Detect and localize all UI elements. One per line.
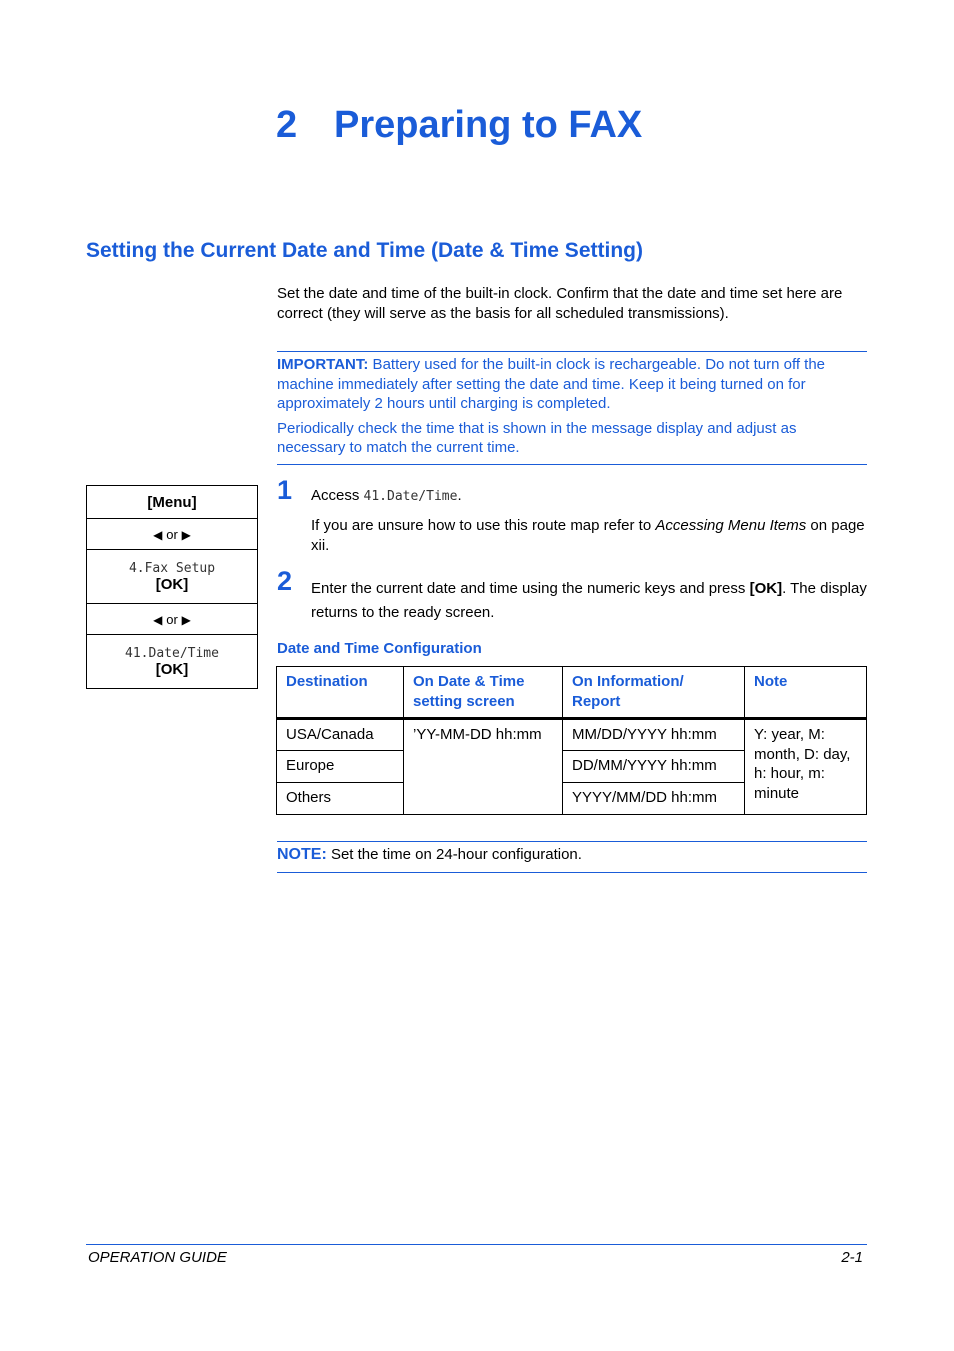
header-destination: Destination <box>277 667 404 719</box>
step-2-number: 2 <box>277 566 293 596</box>
table-row <box>277 719 867 751</box>
important-paragraph <box>277 355 867 414</box>
header-info-report: On Information/ Report <box>563 667 745 719</box>
route-menu-key <box>87 486 257 518</box>
or-label: or <box>166 612 178 627</box>
cell-destination: Others <box>277 783 404 815</box>
intro-paragraph: Set the date and time of the built-in clock. Confirm that the date and time set here are correct (they will serve as the basis for all scheduled transmissions). <box>277 285 843 322</box>
ok-key-label: [OK] <box>155 660 189 678</box>
ok-key-label: [OK] <box>155 575 189 593</box>
table-header-row <box>277 667 867 719</box>
important-bottom-rule <box>277 464 867 465</box>
footer-page-number: 2-1 <box>841 1249 863 1266</box>
footer-rule <box>86 1244 867 1245</box>
cell-destination: Europe <box>277 751 404 783</box>
important-box <box>277 355 867 458</box>
step-1-text-after: . <box>457 487 462 504</box>
table-title: Date and Time Configuration <box>277 640 482 657</box>
step-1-subtext <box>311 516 867 555</box>
step-1-text <box>311 486 867 507</box>
left-arrow-icon: ◀ <box>153 613 163 627</box>
note-top-rule <box>277 841 867 842</box>
route-item-label: 41.Date/Time <box>125 645 219 661</box>
footer-guide-title: OPERATION GUIDE <box>88 1249 227 1266</box>
menu-key-label: [Menu] <box>147 493 197 511</box>
step-2-text <box>311 577 867 625</box>
step-1-text-before: Access <box>311 487 364 504</box>
cell-destination: USA/Canada <box>277 719 404 751</box>
chapter-title: Preparing to FAX <box>334 104 643 146</box>
route-item-fax-setup <box>87 549 257 603</box>
cell-note: Y: year, M: month, D: day, h: hour, m: minute <box>745 719 867 815</box>
note-text: Set the time on 24-hour configuration. <box>326 846 582 863</box>
note-bottom-rule <box>277 872 867 873</box>
step-1-link-text: Accessing Menu Items <box>655 517 807 534</box>
right-arrow-icon: ▶ <box>181 613 191 627</box>
or-label: or <box>166 527 178 542</box>
step-2-text-before: Enter the current date and time using the numeric keys and press <box>311 580 750 597</box>
left-arrow-icon: ◀ <box>153 528 163 542</box>
date-time-config-table <box>276 666 867 815</box>
step-2-ok-key: [OK] <box>749 580 783 597</box>
header-setting-screen: On Date & Time setting screen <box>404 667 563 719</box>
chapter-heading <box>276 104 642 147</box>
cell-report: DD/MM/YYYY hh:mm <box>563 751 745 783</box>
step-1-sub-before: If you are unsure how to use this route map refer to <box>311 517 656 534</box>
important-top-rule <box>277 351 867 352</box>
section-heading: Setting the Current Date and Time (Date & Time Setting) <box>86 239 643 262</box>
route-item-date-time <box>87 634 257 688</box>
header-note: Note <box>745 667 867 719</box>
route-nav-1 <box>87 518 257 549</box>
important-paragraph-2: Periodically check the time that is shown in the message display and adjust as necessary to match the current time. <box>277 419 797 456</box>
step-2-text-after: . The display returns to the ready screen. <box>311 580 867 621</box>
cell-report: YYYY/MM/DD hh:mm <box>563 783 745 815</box>
route-nav-2 <box>87 603 257 634</box>
important-text: Battery used for the built-in clock is rechargeable. Do not turn off the machine immediately after setting the date and time. Keep it being turned on for approximately 2 hours until charging is completed. <box>277 356 826 412</box>
important-label: IMPORTANT: <box>277 356 369 373</box>
chapter-number: 2 <box>276 104 298 146</box>
cell-setting-screen: ’YY-MM-DD hh:mm <box>404 719 563 815</box>
note-label: NOTE: <box>277 846 327 863</box>
cell-report: MM/DD/YYYY hh:mm <box>563 719 745 751</box>
right-arrow-icon: ▶ <box>181 528 191 542</box>
route-map <box>86 485 258 689</box>
note-box <box>277 846 582 864</box>
step-1-code: 41.Date/Time <box>363 489 458 504</box>
step-1-number: 1 <box>277 475 293 505</box>
route-item-label: 4.Fax Setup <box>128 560 216 576</box>
step-1-sub-after: on page xii. <box>311 517 865 554</box>
